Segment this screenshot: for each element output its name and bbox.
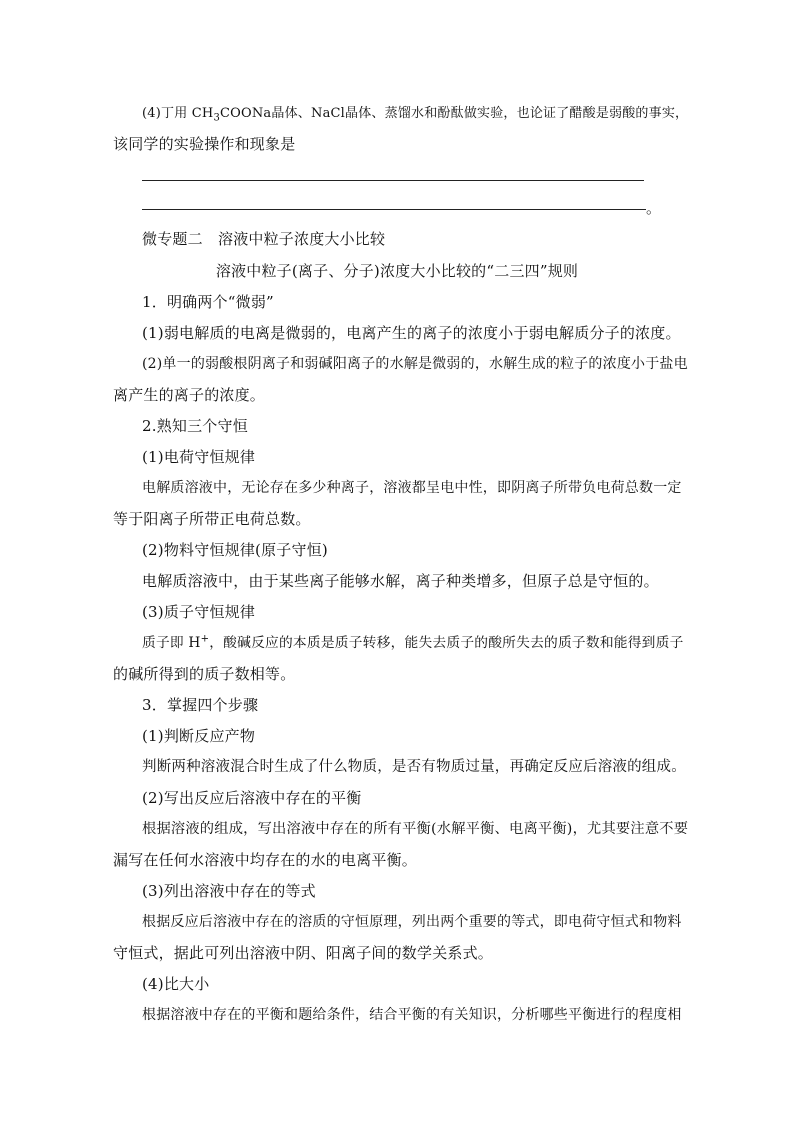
rule-3-line-1-suffix: ，酸碱反应的本质是质子转移，能失去质子的酸所失去的质子数和能得到质子 (209, 635, 684, 651)
section-subtitle: 溶液中粒子(离子、分子)浓度大小比较的“二三四”规则 (215, 262, 579, 280)
section-heading: 微专题二 溶液中粒子浓度大小比较 (142, 230, 386, 248)
step-3-title: (3)列出溶液中存在的等式 (142, 882, 316, 900)
part-1-title: 1．明确两个“微弱” (142, 293, 274, 311)
part-1-item-2-line-2: 离产生的离子的浓度。 (113, 386, 266, 404)
answer-end-mark: 。 (646, 199, 662, 217)
formula-subscript: 3 (213, 112, 220, 124)
answer-blank-line-1 (142, 180, 644, 181)
step-3-line-2: 守恒式，据此可列出溶液中阴、阳离子间的数学关系式。 (113, 944, 494, 962)
proton-charge-superscript: + (200, 633, 210, 645)
rule-2-line-1: 电解质溶液中，由于某些离子能够水解，离子种类增多，但原子总是守恒的。 (142, 572, 659, 590)
rule-3-line-1-prefix: 质子即 H (142, 635, 201, 651)
rule-3-line-1 (142, 628, 684, 658)
rule-1-line-2: 等于阳离子所带正电荷总数。 (113, 510, 311, 528)
step-2-title: (2)写出反应后溶液中存在的平衡 (142, 789, 362, 807)
rule-2-title: (2)物料守恒规律(原子守恒) (142, 541, 328, 559)
step-3-line-1: 根据反应后溶液中存在的溶质的守恒原理，列出两个重要的等式，即电荷守恒式和物料 (142, 914, 682, 930)
step-4-line-1: 根据溶液中存在的平衡和题给条件，结合平衡的有关知识，分析哪些平衡进行的程度相 (142, 1007, 682, 1023)
step-1-title: (1)判断反应产物 (142, 727, 256, 745)
rule-3-line-2: 的碱所得到的质子数相等。 (113, 665, 296, 683)
part-3-title: 3．掌握四个步骤 (142, 696, 259, 714)
part-2-title: 2.熟知三个守恒 (142, 417, 248, 435)
step-4-title: (4)比大小 (142, 975, 210, 993)
rule-3-title: (3)质子守恒规律 (142, 603, 256, 621)
answer-blank-line-2 (142, 209, 646, 210)
rule-1-line-1: 电解质溶液中，无论存在多少种离子，溶液都呈电中性，即阴离子所带负电荷总数一定 (142, 480, 682, 496)
step-2-line-1: 根据溶液的组成，写出溶液中存在的所有平衡(水解平衡、电离平衡)，尤其要注意不要 (142, 821, 689, 837)
step-2-line-2: 漏写在任何水溶液中均存在的水的电离平衡。 (113, 851, 418, 869)
part-1-item-2-line-1: (2)单一的弱酸根阴离子和弱碱阳离子的水解是微弱的，水解生成的粒子的浓度小于盐电 (142, 356, 688, 372)
rule-1-title: (1)电荷守恒规律 (142, 448, 256, 466)
intro-line-1 (142, 99, 688, 129)
intro-line-1-suffix: COONa晶体、NaCl晶体、蒸馏水和酚酞做实验，也论证了醋酸是弱酸的事实， (220, 106, 689, 121)
intro-line-1-prefix: (4)丁用 CH (142, 106, 214, 121)
step-1-line-1: 判断两种溶液混合时生成了什么物质，是否有物质过量，再确定反应后溶液的组成。 (142, 759, 686, 775)
part-1-item-1: (1)弱电解质的电离是微弱的，电离产生的离子的浓度小于弱电解质分子的浓度。 (142, 324, 681, 342)
intro-line-2: 该同学的实验操作和现象是 (113, 135, 296, 153)
